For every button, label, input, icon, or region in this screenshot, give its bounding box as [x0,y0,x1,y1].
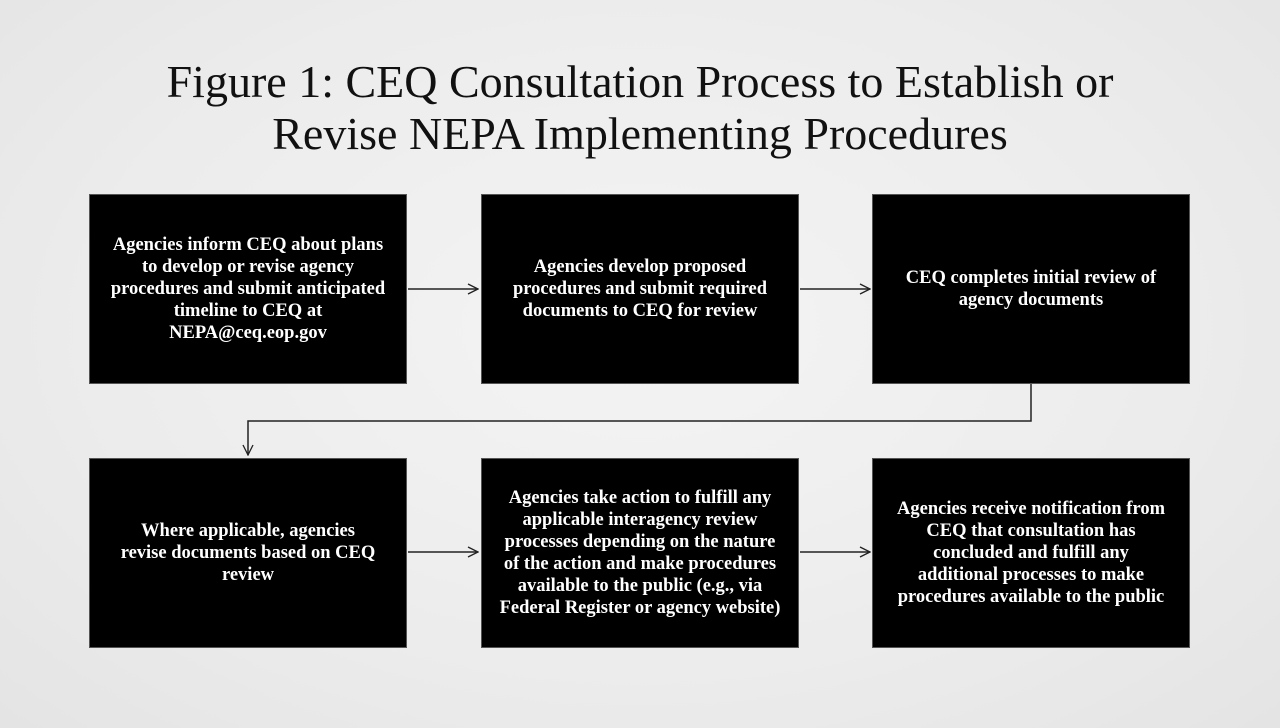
step-1-box [89,194,407,384]
step-5-text: Agencies take action to fulfill any applicable interagency review processes depending on the nature of the action and make procedures available to the public (e.g., via Federal Register or agency website) [499,488,781,618]
step-2-box [481,194,799,384]
arrow-3-to-4 [248,384,1031,455]
step-4-text: Where applicable, agencies revise documents based on CEQ review [120,521,376,585]
step-6-box [872,458,1190,648]
figure-title-line-2: Revise NEPA Implementing Procedures [272,108,1008,159]
step-3-box [872,194,1190,384]
step-1-text: Agencies inform CEQ about plans to develop or revise agency procedures and submit anticipated timeline to CEQ at NEPA@ceq.eop.gov [110,235,386,343]
step-5-box [481,458,799,648]
figure-title-line-1: Figure 1: CEQ Consultation Process to Establish or [166,56,1114,107]
step-2-text: Agencies develop proposed procedures and submit required documents to CEQ for review [512,257,768,321]
step-3-text: CEQ completes initial review of agency documents [905,268,1157,310]
step-6-text: Agencies receive notification from CEQ that consultation has concluded and fulfill any additional processes to make procedures available to the public [897,499,1165,607]
step-4-box [89,458,407,648]
